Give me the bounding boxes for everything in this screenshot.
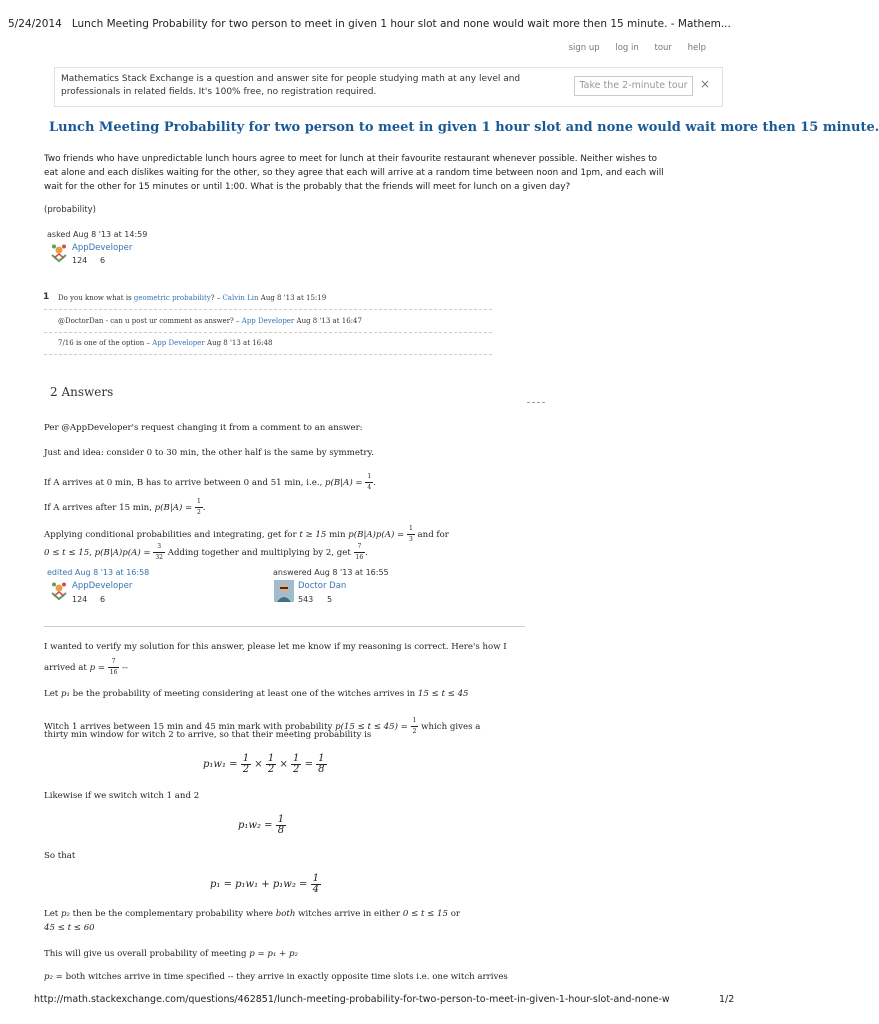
editor-name[interactable]: AppDeveloper — [72, 581, 133, 591]
comment-divider — [44, 309, 492, 310]
author-reputation: 543 — [298, 595, 314, 604]
asker-name[interactable]: AppDeveloper — [72, 243, 133, 253]
print-footer-url: http://math.stackexchange.com/questions/462851/lunch-meeting-probability-for-two-person-to-meet-in-given-1-hour-slot-and-none-w — [34, 994, 670, 1005]
close-icon[interactable]: × — [700, 77, 711, 91]
comment-2: @DoctorDan - can u post ur comment as answer? – App Developer Aug 8 '13 at 16:47 — [58, 317, 362, 325]
answer2-para-2: Let p₁ be the probability of meeting considering at least one of the witches arrives in 15 ≤ t ≤ 45 — [44, 689, 469, 699]
author-name[interactable]: Doctor Dan — [298, 581, 347, 591]
answered-timestamp: answered Aug 8 '13 at 16:55 — [273, 568, 389, 577]
answer2-para-6: Let p₂ then be the complementary probability where both witches arrive in either 0 ≤ t ≤ 15 or — [44, 909, 461, 919]
answer2-para-5: So that — [44, 851, 76, 861]
answer1-para-3: If A arrives at 0 min, B has to arrive between 0 and 51 min, i.e., p(B|A) = $\frac{1}{4}$ . — [44, 473, 376, 491]
author-badges: 5 — [327, 595, 333, 604]
answer1-para-1: Per @AppDeveloper's request changing it from a comment to an answer: — [44, 423, 363, 433]
editor-badges: 6 — [100, 595, 106, 604]
answer-separator — [44, 626, 525, 627]
comment-3: 7/16 is one of the option – App Developer Aug 8 '13 at 16:48 — [58, 339, 273, 347]
comment-divider — [44, 354, 492, 355]
asker-badges: 6 — [100, 256, 106, 265]
tour-link[interactable]: tour — [654, 43, 672, 53]
sort-tabs-placeholder — [527, 402, 545, 403]
comment-user-link[interactable]: App Developer — [152, 339, 205, 347]
welcome-banner — [54, 67, 723, 107]
answers-heading: 2 Answers — [50, 385, 114, 399]
print-page-number: 1/2 — [719, 994, 735, 1005]
comment-divider — [44, 332, 492, 333]
answer1-para-4: If A arrives after 15 min, p(B|A) = $\frac{1}{2}$ . — [44, 498, 206, 516]
top-links — [556, 43, 706, 53]
geometric-probability-link[interactable]: geometric probability — [133, 294, 211, 302]
answer1-para-6: 0 ≤ t ≤ 15, p(B|A)p(A) = $\frac{3}{32}$ Adding together and multiplying by 2, get $\frac{7}{16}$ . — [44, 543, 368, 561]
print-page-title: Lunch Meeting Probability for two person to meet in given 1 hour slot and none would wait more then 15 minute. - Mathem... — [71, 18, 731, 30]
answer2-para-1: I wanted to verify my solution for this answer, please let me know if my reasoning is correct. Here's how I — [44, 642, 507, 652]
banner-text: Mathematics Stack Exchange is a question and answer site for people studying math at any level and professionals in related fields. It's 100% free, no registration required. — [61, 74, 521, 97]
answer2-para-3b: thirty min window for witch 2 to arrive, so that their meeting probability is — [44, 730, 372, 740]
comment-user-link[interactable]: Calvin Lin — [222, 294, 259, 302]
equation-1: p₁w₁ = $\frac{1}{2}$ × $\frac{1}{2}$ × $\frac{1}{2}$ = $\frac{1}{8}$ — [203, 753, 325, 775]
user-avatar-icon[interactable] — [274, 580, 294, 602]
answer2-para-4: Likewise if we switch witch 1 and 2 — [44, 791, 200, 801]
equation-2: p₁w₂ = $\frac{1}{8}$ — [238, 814, 285, 836]
comment-1: Do you know what is geometric probability? – Calvin Lin Aug 8 '13 at 15:19 — [58, 294, 327, 302]
answer2-para-3: Witch 1 arrives between 15 min and 45 min mark with probability p(15 ≤ t ≤ 45) = $\frac{1}{2}$ which gives a — [44, 717, 481, 735]
user-avatar-icon[interactable] — [50, 243, 68, 263]
edited-timestamp[interactable]: edited Aug 8 '13 at 16:58 — [47, 568, 150, 577]
tour-button[interactable]: Take the 2-minute tour — [574, 76, 693, 96]
question-body: Two friends who have unpredictable lunch hours agree to meet for lunch at their favourite restaurant whenever possible. Neither wishes to eat alone and each dislikes waiting for the other, so they agree that each will arrive at a random time between noon and 1pm, and each will wait for the other for 15 minutes or until 1:00. What is the probably that the friends will meet for lunch on a given day? — [44, 154, 664, 192]
answer2-para-7: This will give us overall probability of meeting p = p₁ + p₂ — [44, 949, 298, 959]
editor-reputation: 124 — [72, 595, 88, 604]
question-title[interactable]: Lunch Meeting Probability for two person to meet in given 1 hour slot and none would wait more then 15 minute. — [49, 120, 879, 135]
print-header — [8, 18, 760, 30]
question-tags[interactable]: (probability) — [44, 205, 96, 215]
help-link[interactable]: help — [687, 43, 706, 53]
user-avatar-icon[interactable] — [50, 581, 68, 601]
equation-3: p₁ = p₁w₁ + p₁w₂ = $\frac{1}{4}$ — [210, 873, 319, 895]
print-date: 5/24/2014 — [8, 18, 62, 30]
answer2-para-1b: arrived at p = $\frac{7}{16}$ -- — [44, 658, 128, 676]
answer2-para-6b: 45 ≤ t ≤ 60 — [44, 923, 95, 933]
comment-user-link[interactable]: App Developer — [241, 317, 295, 325]
signup-link[interactable]: sign up — [568, 43, 600, 53]
login-link[interactable]: log in — [615, 43, 639, 53]
asked-timestamp: asked Aug 8 '13 at 14:59 — [47, 230, 148, 239]
answer1-para-2: Just and idea: consider 0 to 30 min, the other half is the same by symmetry. — [44, 448, 374, 458]
answer2-para-8: p₂ = both witches arrive in time specified -- they arrive in exactly opposite time slots i.e. one witch arrives — [44, 972, 508, 982]
answer1-para-5: Applying conditional probabilities and integrating, get for t ≥ 15 min p(B|A)p(A) = $\frac{1}{3}$ and for — [44, 525, 449, 543]
asker-reputation: 124 — [72, 256, 88, 265]
comment-vote-count: 1 — [43, 292, 50, 302]
